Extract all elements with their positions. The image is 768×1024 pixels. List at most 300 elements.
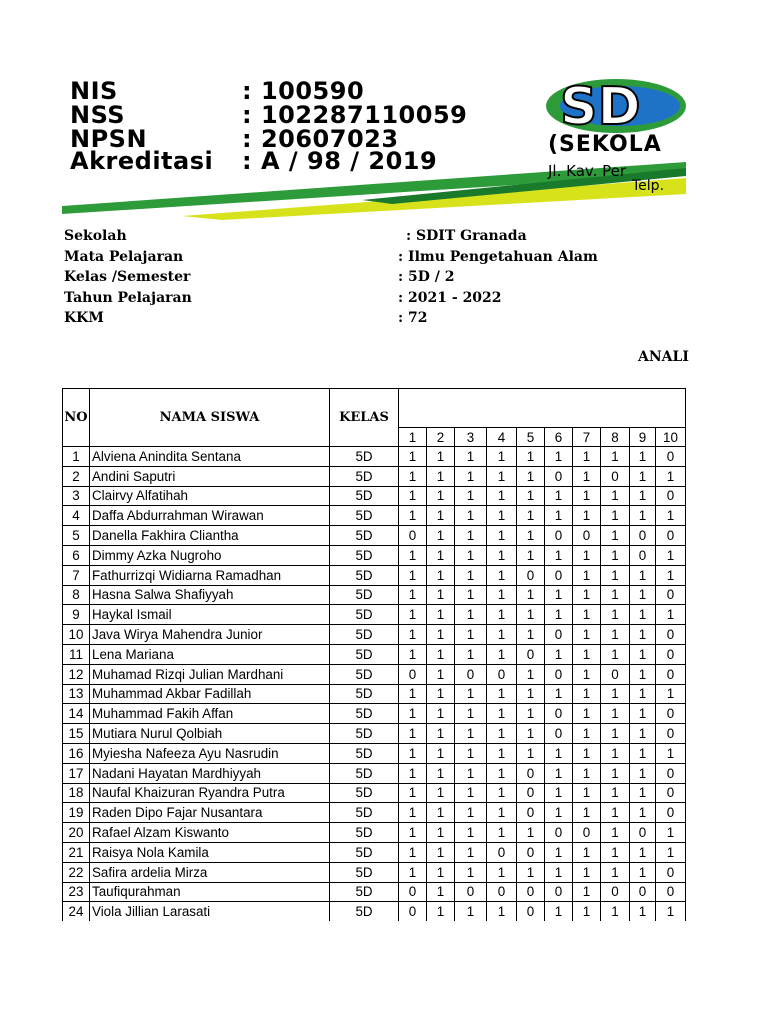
score-cell: 1 <box>399 783 427 803</box>
row-no: 20 <box>63 823 90 843</box>
section-title: ANALI <box>638 349 689 365</box>
score-cell: 1 <box>487 783 517 803</box>
letterhead-banner <box>62 70 686 220</box>
header-kelas: KELAS <box>330 389 399 447</box>
score-cell: 1 <box>573 545 601 565</box>
score-cell: 1 <box>427 664 455 684</box>
score-cell: 1 <box>427 466 455 486</box>
score-cell: 1 <box>487 763 517 783</box>
score-cell: 1 <box>455 506 487 526</box>
question-number: 8 <box>601 428 630 447</box>
row-no: 12 <box>63 664 90 684</box>
score-cell: 0 <box>656 763 686 783</box>
student-kelas: 5D <box>330 585 399 605</box>
score-cell: 1 <box>517 724 545 744</box>
score-cell: 0 <box>517 803 545 823</box>
score-cell: 1 <box>545 506 573 526</box>
score-cell: 0 <box>630 882 656 902</box>
student-kelas: 5D <box>330 486 399 506</box>
student-kelas: 5D <box>330 664 399 684</box>
score-cell: 0 <box>656 585 686 605</box>
student-kelas: 5D <box>330 783 399 803</box>
header-nama-siswa: NAMA SISWA <box>90 389 330 447</box>
student-name: Lena Mariana <box>90 644 330 664</box>
logo-subtitle: (SEKOLA <box>548 132 662 157</box>
score-cell: 1 <box>487 466 517 486</box>
score-cell: 1 <box>427 823 455 843</box>
row-no: 18 <box>63 783 90 803</box>
score-cell: 0 <box>656 704 686 724</box>
score-cell: 1 <box>630 565 656 585</box>
score-cell: 0 <box>517 565 545 585</box>
score-cell: 1 <box>399 684 427 704</box>
question-number: 4 <box>487 428 517 447</box>
score-cell: 1 <box>427 625 455 645</box>
score-cell: 0 <box>545 565 573 585</box>
score-cell: 1 <box>399 447 427 467</box>
score-cell: 1 <box>399 743 427 763</box>
student-name: Raisya Nola Kamila <box>90 842 330 862</box>
score-cell: 1 <box>455 724 487 744</box>
question-number: 5 <box>517 428 545 447</box>
score-cell: 1 <box>517 545 545 565</box>
score-cell: 1 <box>455 743 487 763</box>
score-cell: 1 <box>399 803 427 823</box>
score-cell: 1 <box>517 704 545 724</box>
score-cell: 0 <box>399 664 427 684</box>
score-cell: 1 <box>601 486 630 506</box>
student-name: Mutiara Nurul Qolbiah <box>90 724 330 744</box>
score-cell: 1 <box>427 842 455 862</box>
student-kelas: 5D <box>330 684 399 704</box>
score-cell: 1 <box>455 902 487 921</box>
score-cell: 0 <box>630 526 656 546</box>
score-cell: 1 <box>455 684 487 704</box>
student-kelas: 5D <box>330 644 399 664</box>
score-cell: 1 <box>517 486 545 506</box>
score-cell: 1 <box>455 466 487 486</box>
score-cell: 1 <box>487 585 517 605</box>
score-cell: 1 <box>573 447 601 467</box>
score-cell: 0 <box>545 466 573 486</box>
row-no: 21 <box>63 842 90 862</box>
row-no: 22 <box>63 862 90 882</box>
row-no: 13 <box>63 684 90 704</box>
student-name: Naufal Khaizuran Ryandra Putra <box>90 783 330 803</box>
score-cell: 1 <box>399 842 427 862</box>
score-cell: 1 <box>517 526 545 546</box>
student-kelas: 5D <box>330 803 399 823</box>
score-cell: 1 <box>487 447 517 467</box>
logo-letters: SD <box>560 77 641 136</box>
score-cell: 0 <box>545 526 573 546</box>
score-cell: 1 <box>630 585 656 605</box>
student-kelas: 5D <box>330 545 399 565</box>
score-cell: 1 <box>399 565 427 585</box>
score-cell: 1 <box>487 605 517 625</box>
score-cell: 0 <box>601 664 630 684</box>
score-cell: 1 <box>427 526 455 546</box>
score-cell: 1 <box>487 743 517 763</box>
row-no: 19 <box>63 803 90 823</box>
score-cell: 1 <box>545 486 573 506</box>
score-cell: 0 <box>656 526 686 546</box>
score-cell: 1 <box>601 783 630 803</box>
score-cell: 1 <box>517 743 545 763</box>
score-cell: 1 <box>487 644 517 664</box>
student-name: Viola Jillian Larasati <box>90 902 330 921</box>
row-no: 4 <box>63 506 90 526</box>
school-logo <box>546 76 686 136</box>
table-row <box>63 625 686 645</box>
table-row <box>63 704 686 724</box>
score-cell: 0 <box>656 644 686 664</box>
score-cell: 1 <box>517 605 545 625</box>
score-cell: 1 <box>656 605 686 625</box>
score-cell: 0 <box>630 823 656 843</box>
score-cell: 1 <box>545 743 573 763</box>
score-cell: 1 <box>545 545 573 565</box>
row-no: 16 <box>63 743 90 763</box>
row-no: 10 <box>63 625 90 645</box>
score-cell: 0 <box>517 842 545 862</box>
score-cell: 1 <box>427 545 455 565</box>
score-cell: 1 <box>399 545 427 565</box>
score-cell: 1 <box>487 565 517 585</box>
score-cell: 0 <box>656 803 686 823</box>
npsn-line: NPSN : 20607023 <box>70 125 399 153</box>
table-row <box>63 486 686 506</box>
score-cell: 0 <box>487 664 517 684</box>
score-cell: 1 <box>630 763 656 783</box>
score-cell: 1 <box>630 684 656 704</box>
score-cell: 1 <box>487 545 517 565</box>
score-cell: 1 <box>487 506 517 526</box>
student-name: Haykal Ismail <box>90 605 330 625</box>
row-no: 11 <box>63 644 90 664</box>
student-kelas: 5D <box>330 447 399 467</box>
score-cell: 1 <box>545 644 573 664</box>
score-cell: 1 <box>427 882 455 902</box>
score-table <box>62 388 686 921</box>
table-row <box>63 605 686 625</box>
score-table-wrap <box>62 388 686 921</box>
score-cell: 1 <box>399 862 427 882</box>
score-cell: 1 <box>455 585 487 605</box>
score-cell: 0 <box>573 823 601 843</box>
score-cell: 1 <box>573 644 601 664</box>
score-cell: 1 <box>601 823 630 843</box>
score-cell: 1 <box>573 625 601 645</box>
row-no: 3 <box>63 486 90 506</box>
score-cell: 0 <box>399 526 427 546</box>
row-no: 17 <box>63 763 90 783</box>
score-cell: 1 <box>487 625 517 645</box>
score-cell: 0 <box>517 644 545 664</box>
score-cell: 1 <box>399 763 427 783</box>
score-cell: 1 <box>545 842 573 862</box>
score-cell: 1 <box>630 466 656 486</box>
score-cell: 1 <box>601 447 630 467</box>
score-cell: 1 <box>427 763 455 783</box>
score-cell: 1 <box>573 763 601 783</box>
student-name: Myiesha Nafeeza Ayu Nasrudin <box>90 743 330 763</box>
header-group-subblank <box>399 408 686 428</box>
score-cell: 1 <box>399 644 427 664</box>
score-cell: 1 <box>399 704 427 724</box>
score-cell: 1 <box>455 644 487 664</box>
table-row <box>63 783 686 803</box>
score-cell: 0 <box>545 823 573 843</box>
student-name: Clairvy Alfatihah <box>90 486 330 506</box>
score-cell: 1 <box>545 447 573 467</box>
table-row <box>63 664 686 684</box>
score-cell: 1 <box>399 823 427 843</box>
score-cell: 1 <box>455 862 487 882</box>
table-row <box>63 466 686 486</box>
student-kelas: 5D <box>330 506 399 526</box>
score-cell: 1 <box>517 447 545 467</box>
score-cell: 0 <box>455 664 487 684</box>
score-cell: 1 <box>517 466 545 486</box>
score-cell: 1 <box>487 526 517 546</box>
score-cell: 1 <box>517 664 545 684</box>
score-cell: 1 <box>630 724 656 744</box>
score-cell: 1 <box>630 664 656 684</box>
score-cell: 1 <box>573 664 601 684</box>
score-cell: 1 <box>601 585 630 605</box>
score-cell: 0 <box>656 724 686 744</box>
student-kelas: 5D <box>330 743 399 763</box>
score-cell: 1 <box>601 625 630 645</box>
score-cell: 1 <box>455 605 487 625</box>
score-cell: 0 <box>545 704 573 724</box>
score-cell: 1 <box>630 803 656 823</box>
score-cell: 0 <box>545 625 573 645</box>
score-cell: 0 <box>656 625 686 645</box>
score-cell: 1 <box>455 783 487 803</box>
score-cell: 1 <box>427 743 455 763</box>
score-cell: 1 <box>455 803 487 823</box>
score-cell: 0 <box>656 862 686 882</box>
score-cell: 0 <box>545 882 573 902</box>
score-cell: 1 <box>427 862 455 882</box>
row-no: 7 <box>63 565 90 585</box>
score-cell: 1 <box>455 625 487 645</box>
table-row <box>63 506 686 526</box>
student-kelas: 5D <box>330 882 399 902</box>
score-cell: 0 <box>455 882 487 902</box>
student-name: Rafael Alzam Kiswanto <box>90 823 330 843</box>
score-cell: 1 <box>573 743 601 763</box>
row-no: 5 <box>63 526 90 546</box>
score-cell: 1 <box>427 783 455 803</box>
score-cell: 1 <box>573 466 601 486</box>
student-name: Raden Dipo Fajar Nusantara <box>90 803 330 823</box>
score-cell: 1 <box>573 704 601 724</box>
row-no: 1 <box>63 447 90 467</box>
score-cell: 1 <box>573 842 601 862</box>
table-row <box>63 447 686 467</box>
score-cell: 1 <box>427 803 455 823</box>
score-cell: 0 <box>630 545 656 565</box>
score-cell: 1 <box>427 565 455 585</box>
score-cell: 1 <box>545 605 573 625</box>
score-cell: 1 <box>427 724 455 744</box>
score-cell: 1 <box>455 545 487 565</box>
score-cell: 1 <box>601 743 630 763</box>
logo-address: Jl. Kav. Per <box>548 162 627 180</box>
score-cell: 1 <box>630 506 656 526</box>
score-cell: 1 <box>573 506 601 526</box>
student-name: Muhammad Fakih Affan <box>90 704 330 724</box>
score-cell: 1 <box>601 545 630 565</box>
score-cell: 1 <box>487 803 517 823</box>
score-cell: 1 <box>427 585 455 605</box>
table-row <box>63 565 686 585</box>
score-cell: 1 <box>601 842 630 862</box>
score-cell: 1 <box>573 585 601 605</box>
score-cell: 1 <box>399 466 427 486</box>
score-cell: 1 <box>630 447 656 467</box>
score-cell: 1 <box>545 763 573 783</box>
score-cell: 1 <box>517 684 545 704</box>
score-cell: 1 <box>487 704 517 724</box>
student-kelas: 5D <box>330 466 399 486</box>
score-cell: 1 <box>399 585 427 605</box>
score-cell: 0 <box>399 902 427 921</box>
score-cell: 0 <box>545 664 573 684</box>
student-kelas: 5D <box>330 565 399 585</box>
student-name: Andini Saputri <box>90 466 330 486</box>
score-cell: 1 <box>573 803 601 823</box>
header-group-blank <box>399 389 686 409</box>
row-no: 2 <box>63 466 90 486</box>
score-cell: 1 <box>455 447 487 467</box>
score-cell: 1 <box>656 565 686 585</box>
row-no: 24 <box>63 902 90 921</box>
table-row <box>63 545 686 565</box>
student-name: Taufiqurahman <box>90 882 330 902</box>
score-cell: 1 <box>517 625 545 645</box>
score-cell: 1 <box>630 644 656 664</box>
score-cell: 1 <box>656 902 686 921</box>
score-cell: 1 <box>427 605 455 625</box>
student-name: Danella Fakhira Cliantha <box>90 526 330 546</box>
nss-line: NSS : 102287110059 <box>70 101 468 129</box>
score-cell: 1 <box>656 842 686 862</box>
score-cell: 1 <box>455 763 487 783</box>
score-cell: 1 <box>427 902 455 921</box>
score-cell: 1 <box>545 684 573 704</box>
score-cell: 1 <box>399 625 427 645</box>
score-cell: 1 <box>601 763 630 783</box>
score-table-body <box>63 447 686 922</box>
table-row <box>63 862 686 882</box>
score-cell: 1 <box>601 724 630 744</box>
nis-line: NIS : 100590 <box>70 77 365 105</box>
score-cell: 1 <box>517 506 545 526</box>
score-cell: 1 <box>630 842 656 862</box>
student-kelas: 5D <box>330 724 399 744</box>
score-cell: 1 <box>455 565 487 585</box>
table-row <box>63 684 686 704</box>
score-cell: 1 <box>601 565 630 585</box>
question-number: 10 <box>656 428 686 447</box>
score-cell: 1 <box>545 803 573 823</box>
student-kelas: 5D <box>330 704 399 724</box>
score-cell: 0 <box>517 902 545 921</box>
row-no: 6 <box>63 545 90 565</box>
table-row <box>63 644 686 664</box>
score-cell: 0 <box>656 783 686 803</box>
score-cell: 1 <box>630 862 656 882</box>
score-cell: 1 <box>399 724 427 744</box>
score-cell: 1 <box>573 882 601 902</box>
score-cell: 1 <box>455 486 487 506</box>
row-no: 15 <box>63 724 90 744</box>
score-cell: 1 <box>545 783 573 803</box>
student-name: Hasna Salwa Shafiyyah <box>90 585 330 605</box>
score-cell: 1 <box>487 684 517 704</box>
score-cell: 1 <box>573 605 601 625</box>
score-cell: 1 <box>427 704 455 724</box>
score-cell: 1 <box>601 704 630 724</box>
student-kelas: 5D <box>330 625 399 645</box>
score-cell: 1 <box>630 704 656 724</box>
score-cell: 1 <box>427 506 455 526</box>
score-cell: 0 <box>487 842 517 862</box>
score-cell: 1 <box>455 526 487 546</box>
table-row <box>63 882 686 902</box>
score-cell: 1 <box>601 526 630 546</box>
score-cell: 1 <box>656 684 686 704</box>
score-cell: 1 <box>656 466 686 486</box>
student-name: Nadani Hayatan Mardhiyyah <box>90 763 330 783</box>
score-cell: 1 <box>630 783 656 803</box>
score-cell: 0 <box>517 783 545 803</box>
score-cell: 1 <box>656 506 686 526</box>
table-row <box>63 743 686 763</box>
student-name: Daffa Abdurrahman Wirawan <box>90 506 330 526</box>
akreditasi-line: Akreditasi : A / 98 / 2019 <box>70 147 438 175</box>
score-cell: 0 <box>545 724 573 744</box>
question-number: 1 <box>399 428 427 447</box>
score-cell: 0 <box>601 882 630 902</box>
score-cell: 1 <box>427 684 455 704</box>
student-kelas: 5D <box>330 842 399 862</box>
score-cell: 1 <box>573 565 601 585</box>
score-cell: 1 <box>630 743 656 763</box>
score-cell: 1 <box>545 862 573 882</box>
question-number: 7 <box>573 428 601 447</box>
score-cell: 0 <box>487 882 517 902</box>
table-row <box>63 902 686 921</box>
table-row <box>63 585 686 605</box>
score-cell: 1 <box>601 862 630 882</box>
score-cell: 1 <box>455 704 487 724</box>
score-cell: 1 <box>427 644 455 664</box>
score-cell: 1 <box>487 902 517 921</box>
score-cell: 0 <box>656 486 686 506</box>
table-row <box>63 842 686 862</box>
student-kelas: 5D <box>330 862 399 882</box>
score-cell: 1 <box>487 486 517 506</box>
score-cell: 1 <box>399 506 427 526</box>
score-cell: 1 <box>601 506 630 526</box>
score-cell: 1 <box>427 486 455 506</box>
row-no: 23 <box>63 882 90 902</box>
